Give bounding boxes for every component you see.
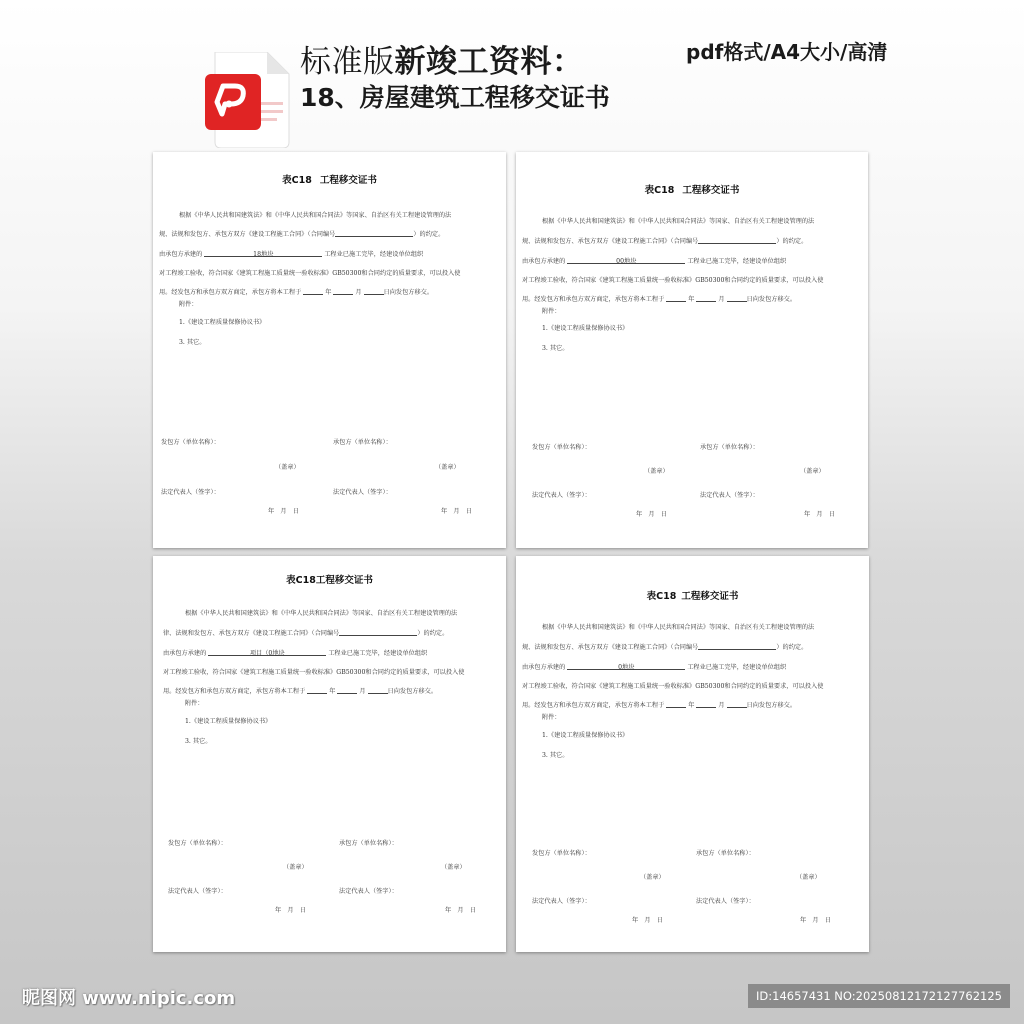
legal-rep-label: 法定代表人（签字）：: [532, 898, 591, 905]
day-blank: [727, 701, 747, 708]
project-name: 18地块: [253, 251, 274, 258]
paragraph-line: [163, 686, 437, 695]
line-text: 日向发包方移交。: [746, 296, 797, 303]
paragraph-line: [159, 229, 444, 238]
attachment-item: 1.《建设工程质量保修协议书》: [185, 718, 272, 725]
line-text: ）的约定。: [417, 630, 449, 637]
contractor-label: 承包方（单位名称）：: [333, 439, 392, 446]
year-label: 年: [688, 702, 695, 709]
document-page-4: [516, 556, 869, 952]
line-text: 用。经发包方和承包方双方商定，承包方将本工程于: [522, 296, 665, 303]
header-title: [300, 36, 584, 81]
paragraph-line: [522, 236, 807, 245]
attachments-label: 附件：: [542, 714, 561, 721]
legal-rep-label: 法定代表人（签字）：: [700, 492, 759, 499]
contractor-label: 承包方（单位名称）：: [700, 444, 759, 451]
attachments-label: 附件：: [179, 301, 198, 308]
month-blank: [696, 701, 716, 708]
attachments-label: 附件：: [542, 308, 561, 315]
paragraph-line: 根据《中华人民共和国建筑法》和《中华人民共和国合同法》等国家、自治区有关工程建设管理的法: [185, 610, 458, 617]
doc-title-code: 表C18: [286, 575, 316, 586]
line-text: 律、法规和发包方、承包方双方《建设工程施工合同》（合同编号: [163, 630, 340, 637]
year-blank: [303, 288, 323, 295]
line-text: 用。经发包方和承包方双方商定，承包方将本工程于: [522, 702, 665, 709]
line-text: 用。经发包方和承包方双方商定，承包方将本工程于: [163, 688, 306, 695]
paragraph-line: [159, 249, 423, 258]
paragraph-line: 根据《中华人民共和国建筑法》和《中华人民共和国合同法》等国家、自治区有关工程建设管理的法: [542, 624, 815, 631]
paragraph-line: [522, 700, 796, 709]
seal-label: （盖章）: [283, 864, 308, 871]
doc-title: [516, 588, 869, 602]
document-page-2: [516, 152, 868, 548]
month-label: 月: [718, 296, 725, 303]
seal-label: （盖章）: [644, 468, 669, 475]
paragraph-line: [163, 648, 427, 657]
paragraph-line: 根据《中华人民共和国建筑法》和《中华人民共和国合同法》等国家、自治区有关工程建设管理的法: [542, 218, 815, 225]
attachment-item: 3. 其它。: [179, 339, 206, 346]
doc-title-text: 工程移交证书: [319, 175, 377, 186]
header-title-bold: 新竣工资料：: [394, 44, 584, 80]
legal-rep-label: 法定代表人（签字）：: [333, 489, 392, 496]
date-label: 年 月 日: [800, 917, 831, 924]
date-label: 年 月 日: [268, 508, 299, 515]
line-text: 由承包方承建的: [522, 258, 566, 265]
line-text: 规、法规和发包方、承包方双方《建设工程施工合同》（合同编号: [522, 238, 699, 245]
year-label: 年: [688, 296, 695, 303]
doc-title-text: 工程移交证书: [315, 575, 373, 586]
legal-rep-label: 法定代表人（签字）：: [339, 888, 398, 895]
line-text: 规、法规和发包方、承包方双方《建设工程施工合同》（合同编号: [159, 231, 336, 238]
seal-label: （盖章）: [796, 874, 821, 881]
header-format-info: pdf格式/A4大小/高清: [686, 40, 888, 64]
pdf-file-icon: [205, 52, 295, 148]
attachment-item: 1.《建设工程质量保修协议书》: [542, 732, 629, 739]
day-blank: [364, 288, 384, 295]
year-blank: [666, 701, 686, 708]
doc-title: [153, 572, 506, 586]
line-text: 由承包方承建的: [522, 664, 566, 671]
paragraph-line: 根据《中华人民共和国建筑法》和《中华人民共和国合同法》等国家、自治区有关工程建设管理的法: [179, 212, 452, 219]
attachment-item: 1.《建设工程质量保修协议书》: [542, 325, 629, 332]
paragraph-line: 对工程竣工验收，符合国家《建筑工程施工质量统一验收标准》GB50300和合同约定的质量要求，可以投入使: [522, 683, 824, 690]
day-blank: [368, 687, 388, 694]
line-text: 由承包方承建的: [163, 650, 207, 657]
doc-title-code: 表C18: [644, 185, 675, 196]
doc-title-text: 工程移交证书: [682, 185, 740, 196]
line-text: 工程业已施工完毕，经建设单位组织: [687, 664, 787, 671]
doc-title-text: 工程移交证书: [681, 591, 739, 602]
line-text: 工程业已施工完毕，经建设单位组织: [324, 251, 424, 258]
seal-label: （盖章）: [441, 864, 466, 871]
contract-number-blank: [698, 237, 776, 244]
contract-number-blank: [698, 643, 776, 650]
project-blank: [567, 257, 685, 264]
project-name: 项目（0地块: [249, 650, 285, 657]
paragraph-line: [522, 662, 786, 671]
project-blank: [204, 250, 322, 257]
line-text: 工程业已施工完毕，经建设单位组织: [328, 650, 428, 657]
date-label: 年 月 日: [804, 511, 835, 518]
paragraph-line: [159, 287, 433, 296]
date-label: 年 月 日: [445, 907, 476, 914]
seal-label: （盖章）: [640, 874, 665, 881]
month-label: 月: [359, 688, 366, 695]
contract-number-blank: [339, 629, 417, 636]
line-text: 日向发包方移交。: [383, 289, 434, 296]
attachment-item: 3. 其它。: [542, 345, 569, 352]
nipic-watermark-logo: 昵图网 www.nipic.com: [22, 988, 236, 1009]
line-text: 用。经发包方和承包方双方商定，承包方将本工程于: [159, 289, 302, 296]
header-subtitle: 18、房屋建筑工程移交证书: [300, 83, 610, 112]
seal-label: （盖章）: [800, 468, 825, 475]
employer-label: 发包方（单位名称）：: [532, 444, 591, 451]
document-page-1: [153, 152, 506, 548]
line-text: ）的约定。: [776, 644, 808, 651]
date-label: 年 月 日: [275, 907, 306, 914]
legal-rep-label: 法定代表人（签字）：: [696, 898, 755, 905]
employer-label: 发包方（单位名称）：: [168, 840, 227, 847]
legal-rep-label: 法定代表人（签字）：: [168, 888, 227, 895]
month-label: 月: [718, 702, 725, 709]
line-text: 日向发包方移交。: [746, 702, 797, 709]
doc-title-code: 表C18: [646, 591, 677, 602]
contract-number-blank: [335, 230, 413, 237]
line-text: 规、法规和发包方、承包方双方《建设工程施工合同》（合同编号: [522, 644, 699, 651]
legal-rep-label: 法定代表人（签字）：: [532, 492, 591, 499]
line-text: 由承包方承建的: [159, 251, 203, 258]
year-blank: [666, 295, 686, 302]
date-label: 年 月 日: [636, 511, 667, 518]
month-blank: [337, 687, 357, 694]
attachment-item: 3. 其它。: [185, 738, 212, 745]
paragraph-line: [522, 642, 807, 651]
date-label: 年 月 日: [441, 508, 472, 515]
line-text: ）的约定。: [776, 238, 808, 245]
project-name: 0地块: [618, 664, 635, 671]
attachment-item: 3. 其它。: [542, 752, 569, 759]
date-label: 年 月 日: [632, 917, 663, 924]
paragraph-line: [522, 256, 786, 265]
image-id-label: ID:14657431 NO:20250812172127762125: [748, 984, 1010, 1008]
month-blank: [696, 295, 716, 302]
line-text: 日向发包方移交。: [387, 688, 438, 695]
project-blank: [567, 663, 685, 670]
project-name: 00地块: [616, 258, 637, 265]
paragraph-line: [522, 294, 796, 303]
header-title-prefix: 标准版: [300, 44, 395, 80]
paragraph-line: 对工程竣工验收，符合国家《建筑工程施工质量统一验收标准》GB50300和合同约定的质量要求，可以投入使: [159, 270, 461, 277]
attachment-item: 1.《建设工程质量保修协议书》: [179, 319, 266, 326]
seal-label: （盖章）: [435, 464, 460, 471]
doc-title: [153, 172, 506, 186]
line-text: ）的约定。: [413, 231, 445, 238]
doc-title-code: 表C18: [282, 175, 312, 186]
document-page-3: [153, 556, 506, 952]
contractor-label: 承包方（单位名称）：: [339, 840, 398, 847]
month-blank: [333, 288, 353, 295]
paragraph-line: 对工程竣工验收，符合国家《建筑工程施工质量统一验收标准》GB50300和合同约定的质量要求，可以投入使: [522, 277, 824, 284]
attachments-label: 附件：: [185, 700, 204, 707]
day-blank: [727, 295, 747, 302]
year-label: 年: [329, 688, 336, 695]
paragraph-line: 对工程竣工验收，符合国家《建筑工程施工质量统一验收标准》GB50300和合同约定的质量要求，可以投入使: [163, 669, 465, 676]
seal-label: （盖章）: [275, 464, 300, 471]
year-label: 年: [325, 289, 332, 296]
employer-label: 发包方（单位名称）：: [161, 439, 220, 446]
employer-label: 发包方（单位名称）：: [532, 850, 591, 857]
project-blank: [208, 649, 326, 656]
doc-title: [516, 182, 868, 196]
year-blank: [307, 687, 327, 694]
contractor-label: 承包方（单位名称）：: [696, 850, 755, 857]
month-label: 月: [355, 289, 362, 296]
legal-rep-label: 法定代表人（签字）：: [161, 489, 220, 496]
paragraph-line: [163, 628, 448, 637]
line-text: 工程业已施工完毕，经建设单位组织: [687, 258, 787, 265]
